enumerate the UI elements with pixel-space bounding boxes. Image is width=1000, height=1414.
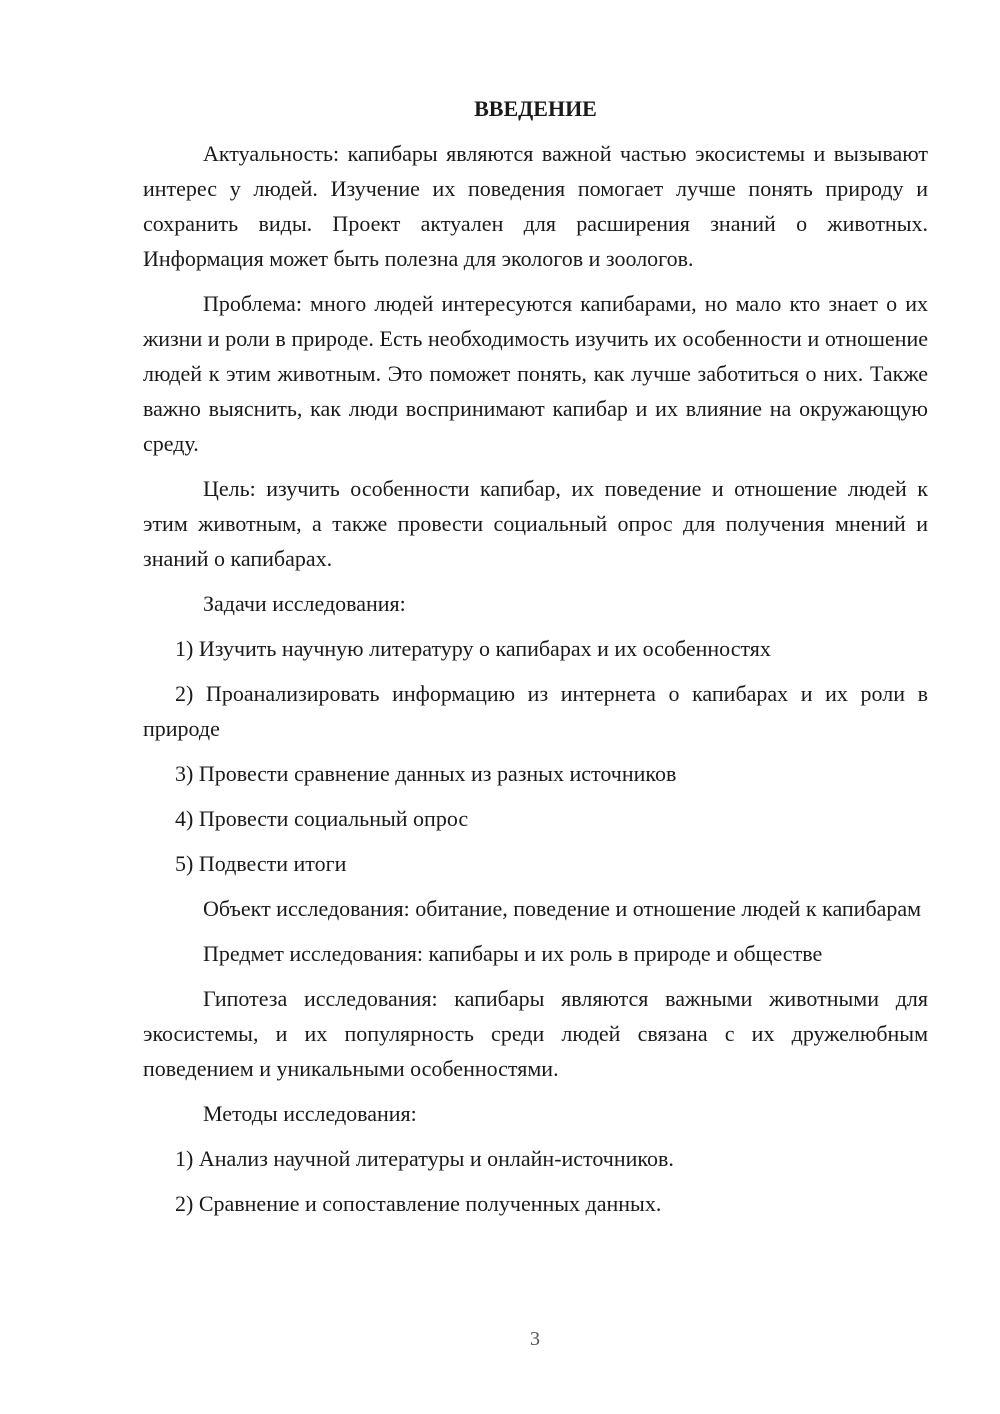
goal-paragraph: Цель: изучить особенности капибар, их поведение и отношение людей к этим животным, а также провести социальный опрос для получения мнений и знаний о капибарах. xyxy=(143,476,928,571)
methods-title: Методы исследования: xyxy=(203,1101,417,1126)
method-item-1: 1) Анализ научной литературы и онлайн-источников. xyxy=(175,1146,674,1171)
task-item-1: 1) Изучить научную литературу о капибарах и их особенностях xyxy=(175,636,771,661)
tasks-title: Задачи исследования: xyxy=(203,591,406,616)
task-item-2: 2) Проанализировать информацию из интернета о капибарах и их роли в природе xyxy=(143,681,928,741)
task-item-4: 4) Провести социальный опрос xyxy=(175,806,469,831)
method-item-2: 2) Сравнение и сопоставление полученных данных. xyxy=(175,1191,662,1216)
problem-paragraph: Проблема: много людей интересуются капибарами, но мало кто знает о их жизни и роли в природе. Есть необходимость изучить их особенности и отношение людей к этим животным. Это поможет понять, как лучше заботиться о них. Также важно выяснить, как люди воспринимают капибар и их влияние на окружающую среду. xyxy=(143,291,928,456)
hypothesis-paragraph: Гипотеза исследования: капибары являются важными животными для экосистемы, и их популярность среди людей связана с их дружелюбным поведением и уникальными особенностями. xyxy=(143,986,928,1081)
task-item-5: 5) Подвести итоги xyxy=(175,851,347,876)
document-page xyxy=(143,94,928,1231)
relevance-paragraph: Актуальность: капибары являются важной частью экосистемы и вызывают интерес у людей. Изучение их поведения помогает лучше понять природу и сохранить виды. Проект актуален для расширения знаний о животных. Информация может быть полезна для экологов и зоологов. xyxy=(143,141,928,271)
object-paragraph: Объект исследования: обитание, поведение и отношение людей к капибарам xyxy=(203,896,922,921)
page-number: 3 xyxy=(530,1328,540,1350)
section-heading: ВВЕДЕНИЕ xyxy=(474,96,597,121)
task-item-3: 3) Провести сравнение данных из разных источников xyxy=(175,761,677,786)
subject-paragraph: Предмет исследования: капибары и их роль в природе и обществе xyxy=(203,941,823,966)
